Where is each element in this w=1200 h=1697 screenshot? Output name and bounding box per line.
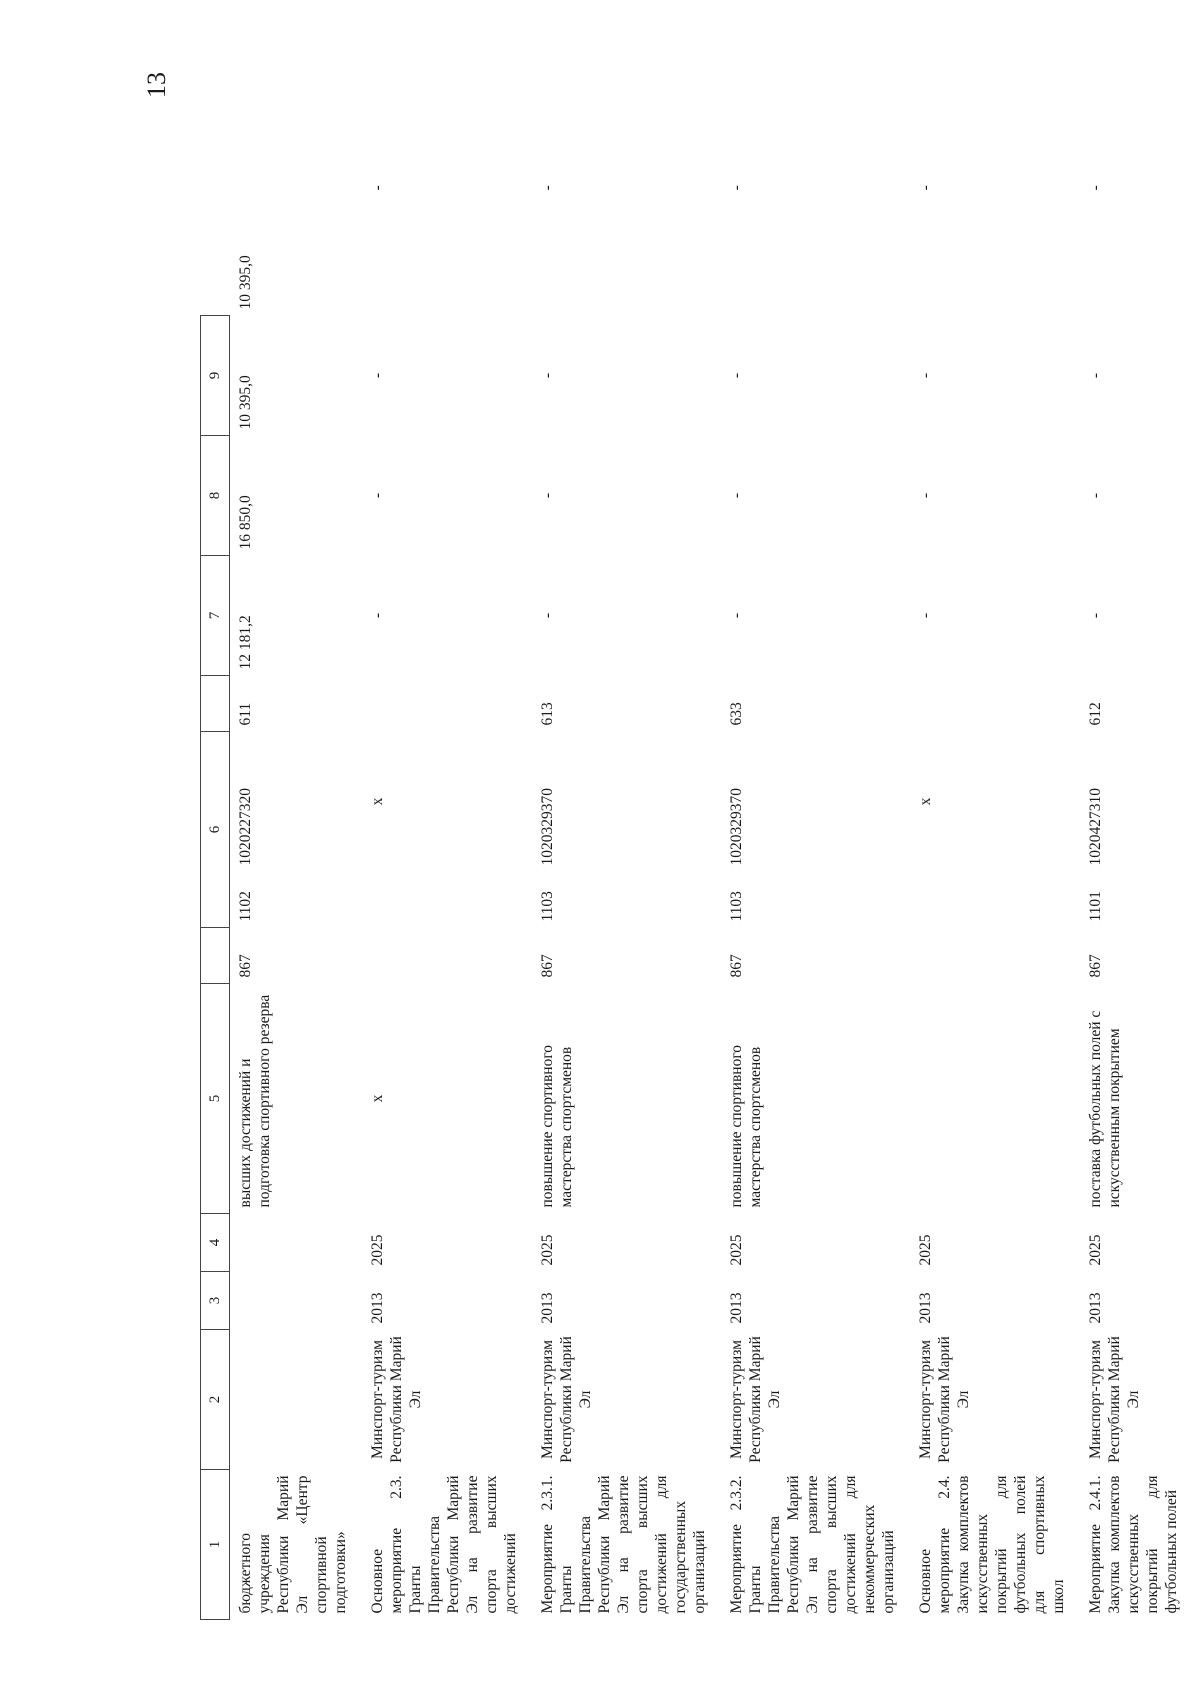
table-row bbox=[230, 60, 363, 1620]
cell-value-10: - bbox=[369, 185, 386, 191]
header-cell bbox=[201, 928, 230, 984]
cell-csr: x bbox=[917, 797, 934, 806]
cell-value-8: - bbox=[539, 492, 556, 499]
cell-grbs: 867 bbox=[728, 954, 745, 978]
table-row bbox=[362, 60, 532, 1620]
cell-value-9: 10 395,0 bbox=[237, 375, 254, 430]
cell-value-7: - bbox=[539, 612, 556, 619]
table-row bbox=[532, 60, 721, 1620]
cell-start-year: 2013 bbox=[369, 1292, 386, 1324]
cell-event-name: Основное мероприятие 2.4. Закупка комплектов искусственных покрытий для футбольных полей для спортивных школ bbox=[917, 1475, 1067, 1614]
cell-value-9: - bbox=[1087, 372, 1104, 379]
table-header bbox=[201, 60, 230, 1620]
header-cell: 6 bbox=[201, 732, 230, 928]
cell-value-9: - bbox=[539, 372, 556, 379]
rotated-table-container bbox=[200, 60, 1180, 1620]
cell-end-year: 2025 bbox=[539, 1234, 556, 1266]
cell-value-7: - bbox=[728, 612, 745, 619]
cell-rz bbox=[362, 872, 532, 928]
cell-value-8: - bbox=[728, 492, 745, 499]
cell-grbs: 867 bbox=[539, 954, 556, 978]
cell-start-year: 2013 bbox=[728, 1292, 745, 1324]
header-cell: 8 bbox=[201, 436, 230, 556]
cell-value-7: - bbox=[1087, 612, 1104, 619]
cell-event-name: Мероприятие 2.4.1. Закупка комплектов искусственных покрытий для футбольных полей bbox=[1087, 1475, 1180, 1614]
page-number: 13 bbox=[142, 72, 171, 98]
cell-grbs bbox=[362, 928, 532, 984]
cell-executor: Минспорт-туризм Республики Марий Эл bbox=[917, 1336, 972, 1463]
table-body bbox=[230, 60, 1194, 1620]
cell-event-name: Мероприятие 2.3.2. Гранты Правительства Республики Марий Эл на развитие спорта высших достижений для некоммерческих организаций bbox=[728, 1475, 897, 1614]
cell-start-year: 2013 bbox=[917, 1292, 934, 1324]
cell-start-year bbox=[230, 1272, 363, 1330]
cell-vr bbox=[362, 676, 532, 732]
cell-end-year: 2025 bbox=[369, 1234, 386, 1266]
cell-end-year: 2025 bbox=[728, 1234, 745, 1266]
header-cell: 3 bbox=[201, 1272, 230, 1330]
cell-end-year: 2025 bbox=[1087, 1234, 1104, 1266]
cell-value-10: - bbox=[539, 185, 556, 191]
cell-value-9: - bbox=[728, 372, 745, 379]
cell-vr bbox=[910, 676, 1080, 732]
header-cell: 9 bbox=[201, 316, 230, 436]
budget-table bbox=[200, 60, 1193, 1620]
cell-value-10: - bbox=[917, 185, 934, 191]
header-cell bbox=[201, 676, 230, 732]
cell-value-7: - bbox=[917, 612, 934, 619]
cell-vr: 633 bbox=[728, 702, 745, 726]
cell-event-name: Основное мероприятие 2.3. Гранты Правительства Республики Марий Эл на развитие спорта высших достижений bbox=[369, 1475, 519, 1614]
table-row bbox=[910, 60, 1080, 1620]
cell-value-8: - bbox=[917, 492, 934, 499]
cell-vr: 613 bbox=[539, 702, 556, 726]
cell-value-10: - bbox=[1087, 185, 1104, 191]
cell-csr: x bbox=[369, 797, 386, 806]
cell-csr: 1020329370 bbox=[539, 788, 556, 866]
cell-value-10: 10 395,0 bbox=[236, 255, 254, 310]
table-row bbox=[721, 60, 910, 1620]
cell-vr: 612 bbox=[1087, 702, 1104, 726]
cell-value-9: - bbox=[369, 372, 386, 379]
cell-value-8: 16 850,0 bbox=[237, 495, 254, 550]
cell-executor bbox=[230, 1330, 363, 1470]
cell-rz: 1102 bbox=[237, 891, 254, 922]
header-cell: 1 bbox=[201, 1470, 230, 1620]
header-cell: 4 bbox=[201, 1214, 230, 1272]
cell-start-year: 2013 bbox=[1087, 1292, 1104, 1324]
cell-executor: Минспорт-туризм Республики Марий Эл bbox=[369, 1336, 424, 1463]
cell-result: повышение спортивного мастерства спортсменов bbox=[539, 1044, 575, 1208]
cell-result: высших достижений и подготовка спортивного резерва bbox=[237, 994, 273, 1208]
cell-rz: 1103 bbox=[539, 891, 556, 922]
cell-grbs: 867 bbox=[1087, 954, 1104, 978]
cell-executor: Минспорт-туризм Республики Марий Эл bbox=[728, 1336, 783, 1463]
cell-vr: 611 bbox=[237, 702, 254, 726]
cell-value-7: - bbox=[369, 612, 386, 619]
cell-grbs: 867 bbox=[237, 954, 254, 978]
cell-start-year: 2013 bbox=[539, 1292, 556, 1324]
cell-result: повышение спортивного мастерства спортсменов bbox=[728, 1044, 764, 1208]
cell-value-10: - bbox=[728, 185, 745, 191]
cell-value-8: - bbox=[369, 492, 386, 499]
header-cell: 5 bbox=[201, 984, 230, 1214]
cell-result bbox=[910, 984, 1080, 1214]
cell-event-name: Мероприятие 2.3.1. Гранты Правительства Республики Марий Эл на развитие спорта высших достижений для государственных организаций bbox=[539, 1475, 708, 1614]
cell-result: x bbox=[369, 1094, 386, 1103]
cell-executor: Минспорт-туризм Республики Марий Эл bbox=[1087, 1336, 1142, 1463]
header-cell: 2 bbox=[201, 1330, 230, 1470]
cell-value-9: - bbox=[917, 372, 934, 379]
cell-rz: 1103 bbox=[728, 891, 745, 922]
cell-rz bbox=[910, 872, 1080, 928]
cell-grbs bbox=[910, 928, 1080, 984]
cell-value-7: 12 181,2 bbox=[237, 615, 254, 670]
table-row bbox=[1080, 60, 1193, 1620]
cell-csr: 1020427310 bbox=[1087, 788, 1104, 866]
header-cell: 7 bbox=[201, 556, 230, 676]
cell-rz: 1101 bbox=[1087, 891, 1104, 922]
cell-executor: Минспорт-туризм Республики Марий Эл bbox=[539, 1336, 594, 1463]
cell-csr: 1020329370 bbox=[728, 788, 745, 866]
cell-value-8: - bbox=[1087, 492, 1104, 499]
cell-end-year bbox=[230, 1214, 363, 1272]
cell-result: поставка футбольных полей с искусственным покрытием bbox=[1087, 1010, 1123, 1208]
cell-csr: 1020227320 bbox=[237, 788, 254, 866]
cell-event-name: бюджетного учреждения Республики Марий Эл «Центр спортивной подготовки» bbox=[237, 1475, 349, 1614]
cell-end-year: 2025 bbox=[917, 1234, 934, 1266]
